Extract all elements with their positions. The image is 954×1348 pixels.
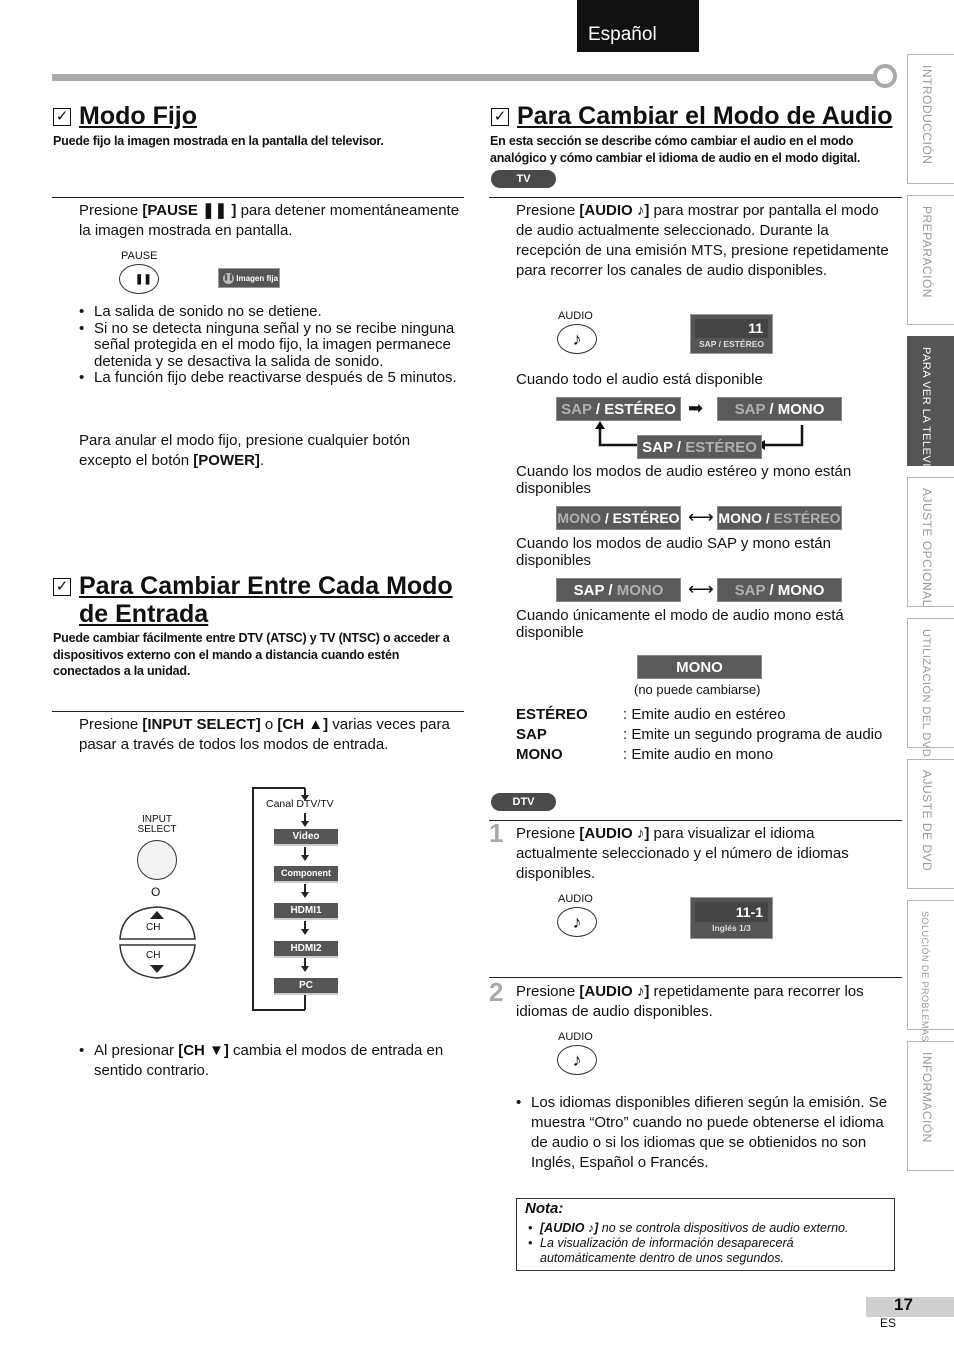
step-number-2: 2 (489, 977, 504, 1007)
mode-mono: MONO (637, 655, 762, 679)
music-note-icon: ♪ (572, 1050, 582, 1070)
osd-imagen-fija: ❚❚ Imagen fija (218, 268, 280, 288)
side-tab-introduccion[interactable]: INTRODUCCIÓN (907, 54, 954, 184)
mode-mono-estereo: MONO / ESTÉREO (556, 506, 681, 530)
audio-tv-rule (489, 197, 902, 198)
osd-dtv-audio: 11-1 Inglés 1/3 (690, 897, 773, 939)
audio-title: ✓ Para Cambiar el Modo de Audio (491, 102, 893, 130)
modo-fijo-step: Presione [PAUSE ❚❚ ] para detener momentáneamente la imagen mostrada en pantalla. (79, 202, 460, 239)
side-tab-para-ver-la-television[interactable]: PARA VER LA TELEVISIÓN (907, 336, 954, 466)
nota-list (528, 1221, 888, 1266)
tv-badge: TV (491, 170, 556, 188)
mode-sap-mono-3: SAP / MONO (717, 578, 842, 602)
pause-button[interactable] (119, 264, 159, 294)
flow-item-pc: PC (274, 978, 338, 995)
audio-dtv-rule (489, 820, 902, 821)
audio-dtv-step-1: Presione [AUDIO ♪] para visualizar el idioma actualmente seleccionado y el número de idiomas disponibles. (516, 825, 849, 882)
nota-box (516, 1198, 895, 1271)
flow-top-label: Canal DTV/TV (266, 798, 334, 810)
audio-dtv-rule-2 (489, 977, 902, 978)
mode-sap-estereo: SAP / ESTÉREO (556, 397, 681, 421)
checkbox-icon: ✓ (491, 108, 509, 126)
modo-entrada-intro: Puede cambiar fácilmente entre DTV (ATSC) y TV (NTSC) o acceder a dispositivos externo con el mando a distancia cuando estén conectados a la unidad. (53, 631, 450, 678)
pause-button-label: PAUSE (121, 250, 158, 262)
no-change-note: (no puede cambiarse) (634, 682, 761, 697)
osd-tv-audio: 11 SAP / ESTÉREO (690, 314, 773, 354)
mode-mono-estereo-2: MONO / ESTÉREO (717, 506, 842, 530)
modo-entrada-bullets (79, 1041, 459, 1081)
audio-button[interactable] (557, 907, 597, 937)
list-item: • Al presionar [CH ▼] cambia el modos de entrada en sentido contrario. (79, 1041, 459, 1081)
list-item: • La visualización de información desaparecerá automáticamente dentro de unos segundos. (528, 1236, 888, 1266)
side-tab-ajuste-opcional[interactable]: AJUSTE OPCIONAL (907, 477, 954, 607)
flow-item-component: Component (274, 866, 338, 883)
audio-dtv-step-2: Presione [AUDIO ♪] repetidamente para recorrer los idiomas de audio disponibles. (516, 983, 864, 1020)
modo-fijo-bullets (79, 304, 459, 387)
side-tab-informacion[interactable]: INFORMACIÓN (907, 1041, 954, 1171)
checkbox-icon: ✓ (53, 578, 71, 596)
side-tab-ajuste-de-dvd[interactable]: AJUSTE DE DVD (907, 759, 954, 889)
audio-tv-step: Presione [AUDIO ♪] para mostrar por pantalla el modo de audio actualmente seleccionado. Durante la recepción de una emisión MTS, presione repetidamente para recorrer los canales de audio disponibles. (516, 202, 889, 279)
header-rule-end-circle (873, 64, 897, 88)
page-lang-code: ES (880, 1316, 897, 1330)
audio-button-label: AUDIO (558, 310, 593, 322)
audio-case-4: Cuando únicamente el modo de audio mono está disponible (516, 607, 844, 641)
arrow-both-icon: ⟷ (688, 579, 714, 599)
mode-sap-estereo-2: SAP / ESTÉREO (637, 435, 762, 459)
side-tab-solucion-de-problemas[interactable]: SOLUCIÓN DE PROBLEMAS (907, 900, 954, 1030)
header-rule (52, 74, 882, 81)
arrow-both-icon: ⟷ (688, 507, 714, 527)
modo-entrada-rule (52, 711, 464, 712)
audio-intro: En esta sección se describe cómo cambiar el audio en el modo analógico y cómo cambiar el idioma de audio en el modo digital. (490, 134, 861, 165)
music-note-icon: ♪ (572, 329, 582, 349)
list-item: • Si no se detecta ninguna señal y no se recibe ninguna señal protegida en el modo fijo, la imagen permanece detenida y se desactiva la salida de sonido. (79, 321, 459, 371)
music-note-icon: ♪ (572, 912, 582, 932)
modo-entrada-step: Presione [INPUT SELECT] o [CH ▲] varias veces para pasar a través de todos los modos de entrada. (79, 716, 450, 753)
list-item: • La salida de sonido no se detiene. (79, 304, 459, 321)
side-tab-utilizacion-del-dvd[interactable]: UTILIZACIÓN DEL DVD (907, 618, 954, 748)
audio-button-label: AUDIO (558, 893, 593, 905)
audio-definitions: ESTÉREO : Emite audio en estéreo SAP : Emite un segundo programa de audio MONO : Emite audio en mono (516, 706, 883, 763)
input-select-button[interactable] (137, 840, 177, 880)
mode-sap-mono-2: SAP / MONO (556, 578, 681, 602)
modo-fijo-rule (52, 197, 464, 198)
ch-up-label: CH (146, 922, 161, 933)
audio-case-3: Cuando los modos de audio SAP y mono están disponibles (516, 535, 831, 569)
arrow-right-icon: ➡ (688, 398, 704, 418)
modo-fijo-cancel: Para anular el modo fijo, presione cualquier botón excepto el botón [POWER]. (79, 432, 411, 469)
audio-button-label: AUDIO (558, 1031, 593, 1043)
dtv-badge: DTV (491, 793, 556, 811)
audio-case-2: Cuando los modos de audio estéreo y mono están disponibles (516, 463, 852, 497)
mode-sap-mono: SAP / MONO (717, 397, 842, 421)
pause-small-icon: ❚❚ (223, 273, 234, 284)
audio-dtv-bullets (516, 1093, 902, 1173)
list-item: • [AUDIO ♪] no se controla dispositivos de audio externo. (528, 1221, 888, 1236)
modo-entrada-title: ✓ Para Cambiar Entre Cada Modo de Entrada (53, 572, 473, 628)
pause-icon: ❚❚ (135, 274, 152, 285)
flow-item-hdmi2: HDMI2 (274, 941, 338, 958)
audio-button[interactable] (557, 1045, 597, 1075)
modo-fijo-title: ✓ Modo Fijo (53, 102, 197, 130)
checkbox-icon: ✓ (53, 108, 71, 126)
or-label: O (151, 885, 161, 899)
flow-item-video: Video (274, 829, 338, 846)
modo-fijo-intro: Puede fijo la imagen mostrada en la pantalla del televisor. (53, 134, 384, 148)
page-number: 17 (894, 1295, 913, 1314)
list-item: • Los idiomas disponibles difieren según la emisión. Se muestra “Otro” cuando no puede obtenerse el idioma de audio o si los idiomas que se obtienidos no son Inglés, Español o Francés. (516, 1093, 902, 1173)
list-item: • La función fijo debe reactivarse después de 5 minutos. (79, 370, 459, 387)
language-tab: Español (577, 0, 699, 52)
input-select-label: INPUT SELECT (137, 814, 177, 835)
nota-title: Nota: (525, 1200, 564, 1217)
audio-button[interactable] (557, 324, 597, 354)
step-number-1: 1 (489, 818, 504, 848)
ch-down-label: CH (146, 950, 161, 961)
ch-buttons (118, 903, 198, 981)
side-tab-preparacion[interactable]: PREPARACIÓN (907, 195, 954, 325)
audio-case-1: Cuando todo el audio está disponible (516, 371, 763, 388)
flow-item-hdmi1: HDMI1 (274, 903, 338, 920)
